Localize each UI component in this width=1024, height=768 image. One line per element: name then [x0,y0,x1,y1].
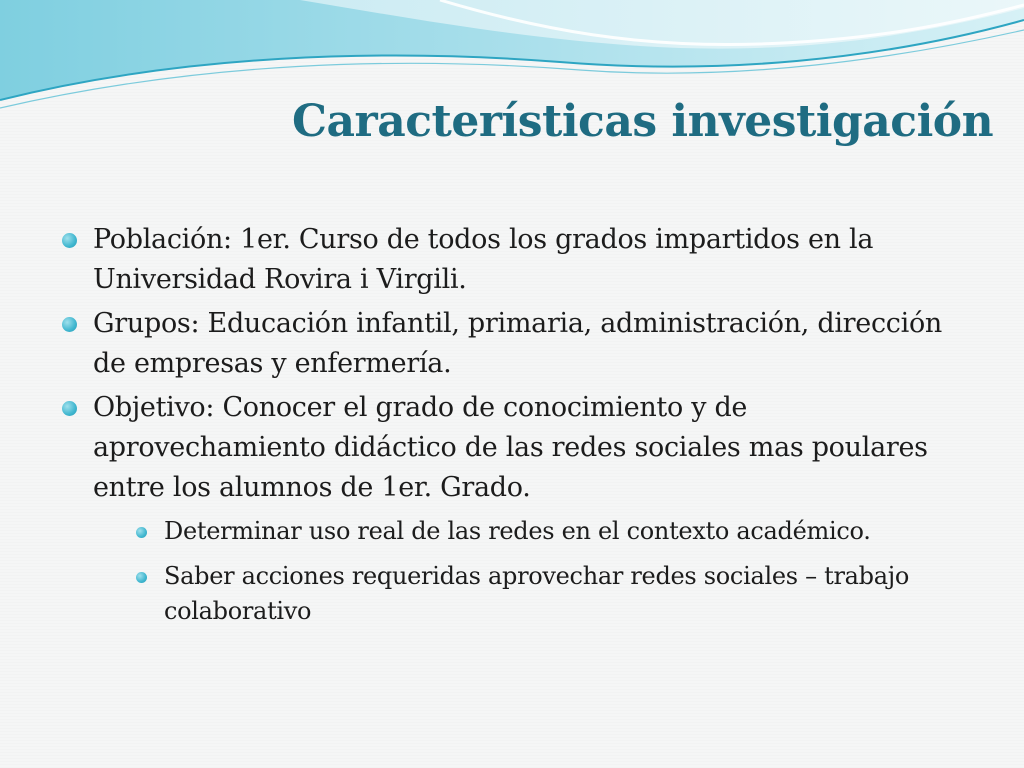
sub-bullet-item-saber [136,559,962,629]
sub-bullet-item-determinar [136,514,962,549]
bullet-text: Grupos: Educación infantil, primaria, administración, dirección de empresas y enfermería. [93,308,942,379]
bullet-item-grupos [62,304,962,384]
bullet-text: Población: 1er. Curso de todos los grados impartidos en la Universidad Rovira i Virgili. [93,224,874,295]
round-bullet-icon [62,401,77,416]
bullet-text: Objetivo: Conocer el grado de conocimiento y de aprovechamiento didáctico de las redes sociales mas poulares entre los alumnos de 1er. Grado. [93,392,928,503]
round-bullet-icon [62,233,77,248]
round-bullet-icon [136,572,147,583]
bullet-list [62,220,962,639]
sub-bullet-list [136,514,962,629]
sub-bullet-text: Saber acciones requeridas aprovechar redes sociales – trabajo colaborativo [164,562,909,625]
round-bullet-icon [136,527,147,538]
round-bullet-icon [62,317,77,332]
bullet-item-objetivo [62,388,962,629]
slide-title: Características investigación [292,96,994,147]
bullet-item-poblacion [62,220,962,300]
sub-bullet-text: Determinar uso real de las redes en el contexto académico. [164,517,871,545]
